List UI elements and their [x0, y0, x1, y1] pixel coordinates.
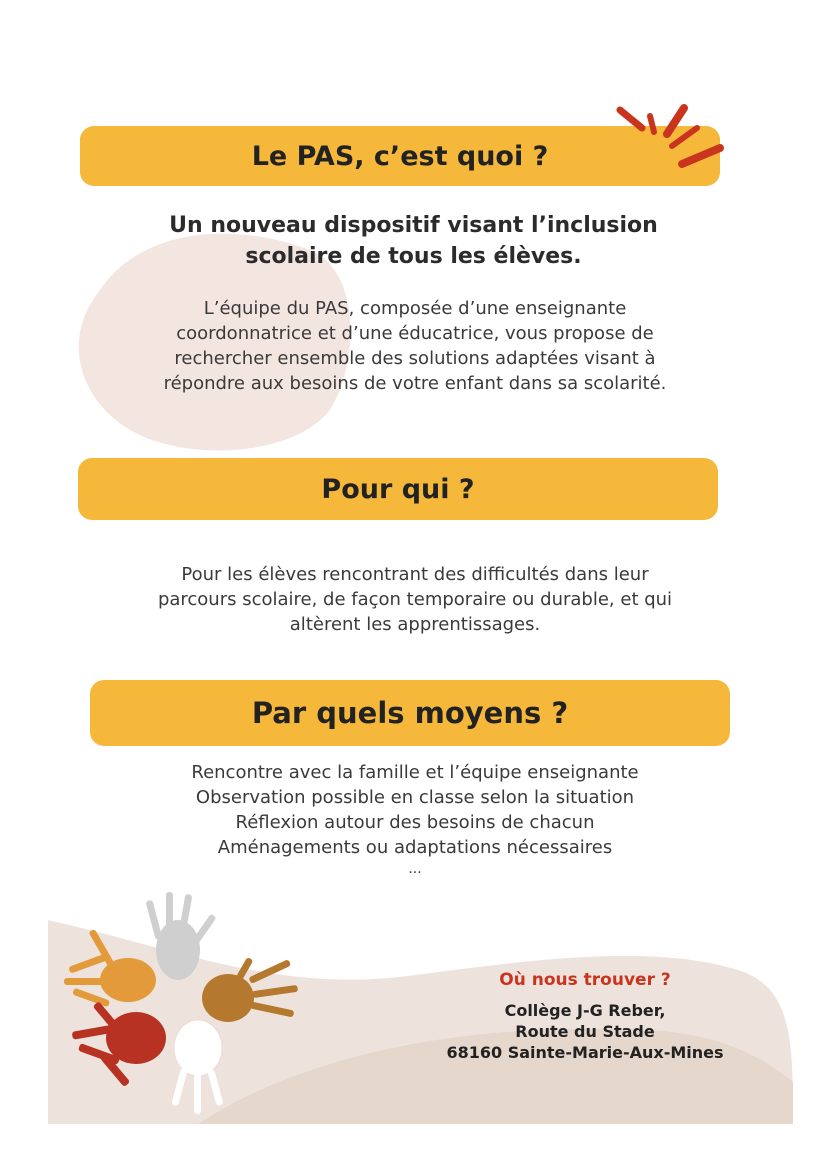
hand-grey: [145, 892, 216, 980]
body-line: Aménagements ou adaptations nécessaires: [217, 837, 613, 858]
body-line: altèrent les apprentissages.: [289, 614, 541, 635]
address-line: 68160 Sainte-Marie-Aux-Mines: [446, 1043, 724, 1062]
hand-red: [72, 1001, 166, 1087]
hand-orange: [64, 929, 156, 1008]
subtitle-line: scolaire de tous les élèves.: [245, 244, 582, 269]
section-1-body: [60, 296, 770, 396]
body-line: Réflexion autour des besoins de chacun: [235, 812, 595, 833]
section-title-what: Le PAS, c’est quoi ?: [251, 140, 549, 172]
section-title-for-whom: Pour qui ?: [321, 473, 475, 505]
body-line: Rencontre avec la famille et l’équipe enseignante: [191, 762, 639, 783]
subtitle-line: Un nouveau dispositif visant l’inclusion: [169, 213, 658, 238]
banner-section-3: [90, 680, 730, 746]
address-line: Route du Stade: [515, 1022, 655, 1041]
section-3-body: [60, 760, 770, 878]
body-line: parcours scolaire, de façon temporaire ou durable, et qui: [157, 589, 673, 610]
body-line: ...: [408, 861, 422, 877]
body-line: Observation possible en classe selon la situation: [195, 787, 635, 808]
address-line: Collège J-G Reber,: [504, 1001, 666, 1020]
contact-block: [420, 970, 750, 1063]
body-line: rechercher ensemble des solutions adaptées visant à: [174, 348, 656, 369]
hands-logo-icon: [58, 888, 308, 1118]
body-line: répondre aux besoins de votre enfant dans sa scolarité.: [163, 373, 667, 394]
banner-section-2: [78, 458, 718, 520]
contact-heading: Où nous trouver ?: [499, 970, 671, 990]
sparkle-decoration-icon: [612, 98, 732, 178]
body-line: L’équipe du PAS, composée d’une enseignante: [203, 298, 627, 319]
section-2-body: [60, 562, 770, 637]
body-line: Pour les élèves rencontrant des difficultés dans leur: [181, 564, 649, 585]
section-title-means: Par quels moyens ?: [251, 696, 569, 730]
hand-white: [171, 1020, 223, 1114]
hand-brown: [202, 957, 298, 1022]
body-line: coordonnatrice et d’une éducatrice, vous propose de: [176, 323, 654, 344]
section-1-subtitle: [0, 210, 827, 272]
contact-address: [420, 1000, 750, 1063]
